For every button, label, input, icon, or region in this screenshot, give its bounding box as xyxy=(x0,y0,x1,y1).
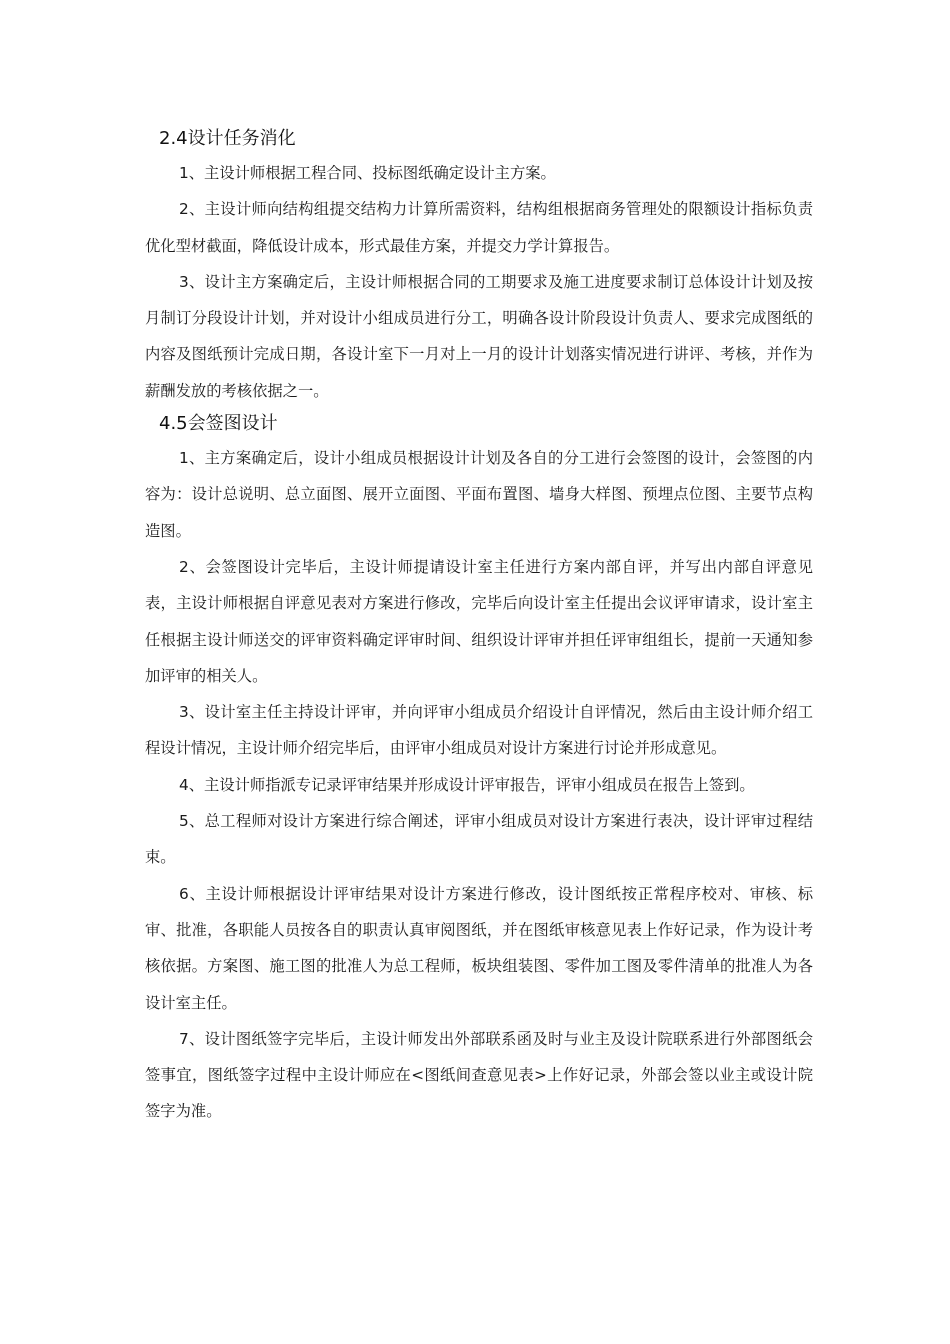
section-heading: 2.4设计任务消化 xyxy=(159,128,296,149)
paragraph: 4、主设计师指派专记录评审结果并形成设计评审报告，评审小组成员在报告上签到。 xyxy=(179,775,755,794)
paragraph: 7、设计图纸签字完毕后，主设计师发出外部联系函及时与业主及设计院联系进行外部图纸会签事宜，图纸签字过程中主设计师应在<图纸间查意见表>上作好记录，外部会签以业主或设计院签字为准。 xyxy=(145,1029,813,1121)
paragraph: 2、会签图设计完毕后，主设计师提请设计室主任进行方案内部自评，并写出内部自评意见表，主设计师根据自评意见表对方案进行修改，完毕后向设计室主任提出会议评审请求，设计室主任根据主设计师送交的评审资料确定评审时间、组织设计评审并担任评审组组长，提前一天通知参加评审的相关人。 xyxy=(145,557,813,685)
paragraph: 3、设计主方案确定后，主设计师根据合同的工期要求及施工进度要求制订总体设计计划及按月制订分段设计计划，并对设计小组成员进行分工，明确各设计阶段设计负责人、要求完成图纸的内容及图纸预计完成日期，各设计室下一月对上一月的设计计划落实情况进行讲评、考核，并作为薪酬发放的考核依据之一。 xyxy=(145,272,813,400)
paragraph: 2、主设计师向结构组提交结构力计算所需资料，结构组根据商务管理处的限额设计指标负责优化型材截面，降低设计成本，形式最佳方案，并提交力学计算报告。 xyxy=(145,200,813,255)
paragraph: 3、设计室主任主持设计评审，并向评审小组成员介绍设计自评情况，然后由主设计师介绍工程设计情况，主设计师介绍完毕后，由评审小组成员对设计方案进行讨论并形成意见。 xyxy=(145,703,813,758)
paragraph: 1、主方案确定后，设计小组成员根据设计计划及各自的分工进行会签图的设计，会签图的内容为：设计总说明、总立面图、展开立面图、平面布置图、墙身大样图、预埋点位图、主要节点构造图。 xyxy=(145,449,813,540)
document-body xyxy=(145,124,813,1130)
paragraph: 1、主设计师根据工程合同、投标图纸确定设计主方案。 xyxy=(179,164,556,182)
paragraph: 6、主设计师根据设计评审结果对设计方案进行修改，设计图纸按正常程序校对、审核、标审、批准，各职能人员按各自的职责认真审阅图纸，并在图纸审核意见表上作好记录，作为设计考核依据。方案图、施工图的批准人为总工程师，板块组装图、零件加工图及零件清单的批准人为各设计室主任。 xyxy=(145,884,813,1012)
section-heading: 4.5会签图设计 xyxy=(159,413,278,435)
paragraph: 5、总工程师对设计方案进行综合阐述，评审小组成员对设计方案进行表决，设计评审过程结束。 xyxy=(145,812,813,867)
